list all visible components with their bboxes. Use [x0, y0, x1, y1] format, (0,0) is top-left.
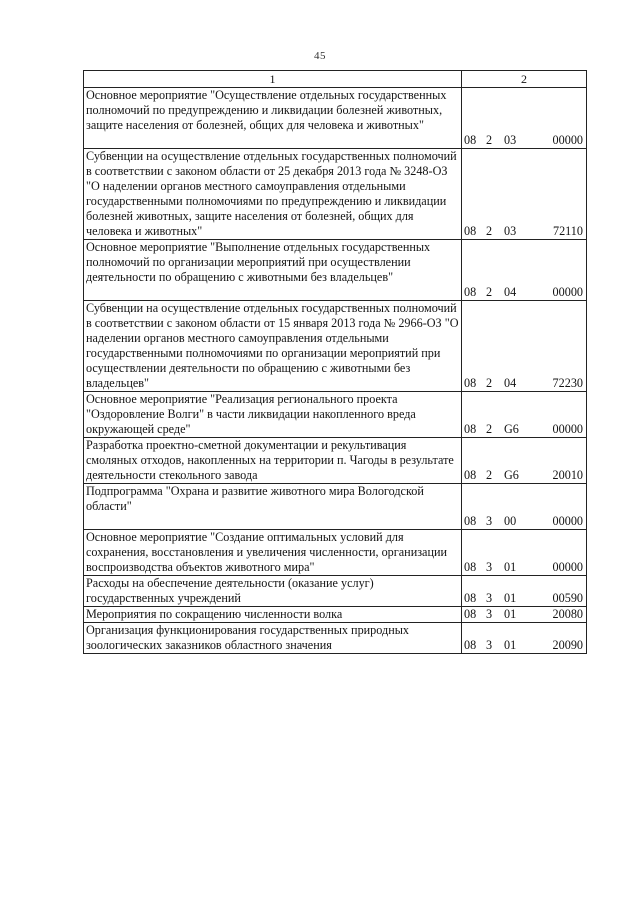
subprogram-code: 3 [486, 514, 493, 528]
row-description-text: Разработка проектно-сметной документации и рекультивация смоляных отходов, накопленных на территории п. Чагоды в результате деятельности стекольного завода [86, 438, 454, 482]
table-row [84, 149, 587, 240]
code-parts [464, 514, 584, 529]
code-parts [464, 638, 584, 653]
budget-classification-table [83, 70, 587, 654]
program-code: 08 [464, 422, 477, 436]
row-spacer [86, 285, 459, 300]
table-row [84, 438, 587, 484]
row-description-text: Основное мероприятие "Реализация регионального проекта "Оздоровление Волги" в части ликвидации накопленного вреда окружающей среде" [86, 392, 416, 436]
row-classification-code [462, 149, 587, 240]
row-classification-code [462, 607, 587, 623]
expense-direction-code: 00000 [552, 285, 583, 299]
row-description [84, 576, 462, 607]
row-description-text: Основное мероприятие "Выполнение отдельных государственных полномочий по организации мероприятий при осуществлении деятельности по обращению с животными без владельцев" [86, 240, 431, 284]
row-description-text: Расходы на обеспечение деятельности (оказание услуг) государственных учреждений [86, 576, 374, 605]
column-header-code: 2 [462, 71, 587, 88]
code-parts [464, 422, 584, 437]
row-classification-code [462, 301, 587, 392]
table-row [84, 607, 587, 623]
code-parts [464, 591, 584, 606]
table-row [84, 530, 587, 576]
activity-code: G6 [504, 422, 519, 436]
row-description [84, 240, 462, 301]
expense-direction-code: 00000 [552, 133, 583, 147]
subprogram-code: 2 [486, 376, 493, 390]
row-classification-code [462, 530, 587, 576]
row-description [84, 88, 462, 149]
expense-direction-code: 72230 [552, 376, 583, 390]
table-row [84, 88, 587, 149]
row-description-text: Основное мероприятие "Создание оптимальных условий для сохранения, восстановления и увеличения численности, организации воспроизводства объектов животного мира" [86, 530, 448, 574]
subprogram-code: 3 [486, 591, 493, 605]
program-code: 08 [464, 468, 477, 482]
program-code: 08 [464, 376, 477, 390]
expense-direction-code: 20010 [552, 468, 583, 482]
table-row [84, 576, 587, 607]
row-description-text: Организация функционирования государственных природных зоологических заказников областного значения [86, 623, 410, 652]
activity-code: 01 [504, 560, 517, 574]
code-parts [464, 376, 584, 391]
row-classification-code [462, 438, 587, 484]
activity-code: 04 [504, 285, 517, 299]
expense-direction-code: 00000 [552, 514, 583, 528]
row-classification-code [462, 88, 587, 149]
activity-code: G6 [504, 468, 519, 482]
subprogram-code: 2 [486, 468, 493, 482]
row-description [84, 149, 462, 240]
code-parts [464, 285, 584, 300]
expense-direction-code: 20080 [552, 607, 583, 621]
row-classification-code [462, 576, 587, 607]
row-description [84, 301, 462, 392]
program-code: 08 [464, 285, 477, 299]
table-row [84, 240, 587, 301]
program-code: 08 [464, 514, 477, 528]
activity-code: 03 [504, 224, 517, 238]
subprogram-code: 2 [486, 133, 493, 147]
table-row [84, 623, 587, 654]
row-description [84, 623, 462, 654]
activity-code: 00 [504, 514, 517, 528]
row-description [84, 607, 462, 623]
expense-direction-code: 00000 [552, 422, 583, 436]
activity-code: 01 [504, 607, 517, 621]
program-code: 08 [464, 133, 477, 147]
row-description [84, 438, 462, 484]
activity-code: 04 [504, 376, 517, 390]
subprogram-code: 2 [486, 224, 493, 238]
expense-direction-code: 00000 [552, 560, 583, 574]
expense-direction-code: 00590 [552, 591, 583, 605]
program-code: 08 [464, 224, 477, 238]
row-classification-code [462, 484, 587, 530]
activity-code: 01 [504, 591, 517, 605]
expense-direction-code: 20090 [552, 638, 583, 652]
activity-code: 03 [504, 133, 517, 147]
activity-code: 01 [504, 638, 517, 652]
program-code: 08 [464, 607, 477, 621]
table-header-row [84, 71, 587, 88]
subprogram-code: 3 [486, 607, 493, 621]
column-header-description: 1 [84, 71, 462, 88]
table-row [84, 392, 587, 438]
row-description-text: Субвенции на осуществление отдельных государственных полномочий в соответствии с законом области от 15 января 2013 года № 2966-ОЗ "О наделении органов местного самоуправления отдельными государственными полномочиями по организации мероприятий при осуществлении деятельности по обращению с животными без владельцев" [86, 301, 459, 390]
subprogram-code: 2 [486, 422, 493, 436]
table-row [84, 301, 587, 392]
program-code: 08 [464, 638, 477, 652]
program-code: 08 [464, 560, 477, 574]
row-description-text: Мероприятия по сокращению численности волка [86, 607, 343, 621]
row-spacer [86, 514, 459, 529]
row-description [84, 484, 462, 530]
row-spacer [86, 133, 459, 148]
row-description [84, 392, 462, 438]
row-classification-code [462, 240, 587, 301]
row-description [84, 530, 462, 576]
row-description-text: Основное мероприятие "Осуществление отдельных государственных полномочий по предупреждению и ликвидации болезней животных, защите населения от болезней, общих для человека и животных" [86, 88, 447, 132]
code-parts [464, 133, 584, 148]
program-code: 08 [464, 591, 477, 605]
page-number: 45 [314, 50, 326, 62]
code-parts [464, 560, 584, 575]
table-body [84, 71, 587, 654]
code-parts [464, 607, 584, 622]
row-description-text: Подпрограмма "Охрана и развитие животного мира Вологодской области" [86, 484, 424, 513]
expense-direction-code: 72110 [552, 224, 583, 238]
table-row [84, 484, 587, 530]
subprogram-code: 2 [486, 285, 493, 299]
row-classification-code [462, 623, 587, 654]
row-classification-code [462, 392, 587, 438]
code-parts [464, 224, 584, 239]
code-parts [464, 468, 584, 483]
subprogram-code: 3 [486, 560, 493, 574]
subprogram-code: 3 [486, 638, 493, 652]
row-description-text: Субвенции на осуществление отдельных государственных полномочий в соответствии с законом области от 25 декабря 2013 года № 3248-ОЗ "О наделении органов местного самоуправления отдельными государственными полномочиями по предупреждению и ликвидации болезней животных, защите населения от болезней, общих для человека и животных" [86, 149, 457, 238]
